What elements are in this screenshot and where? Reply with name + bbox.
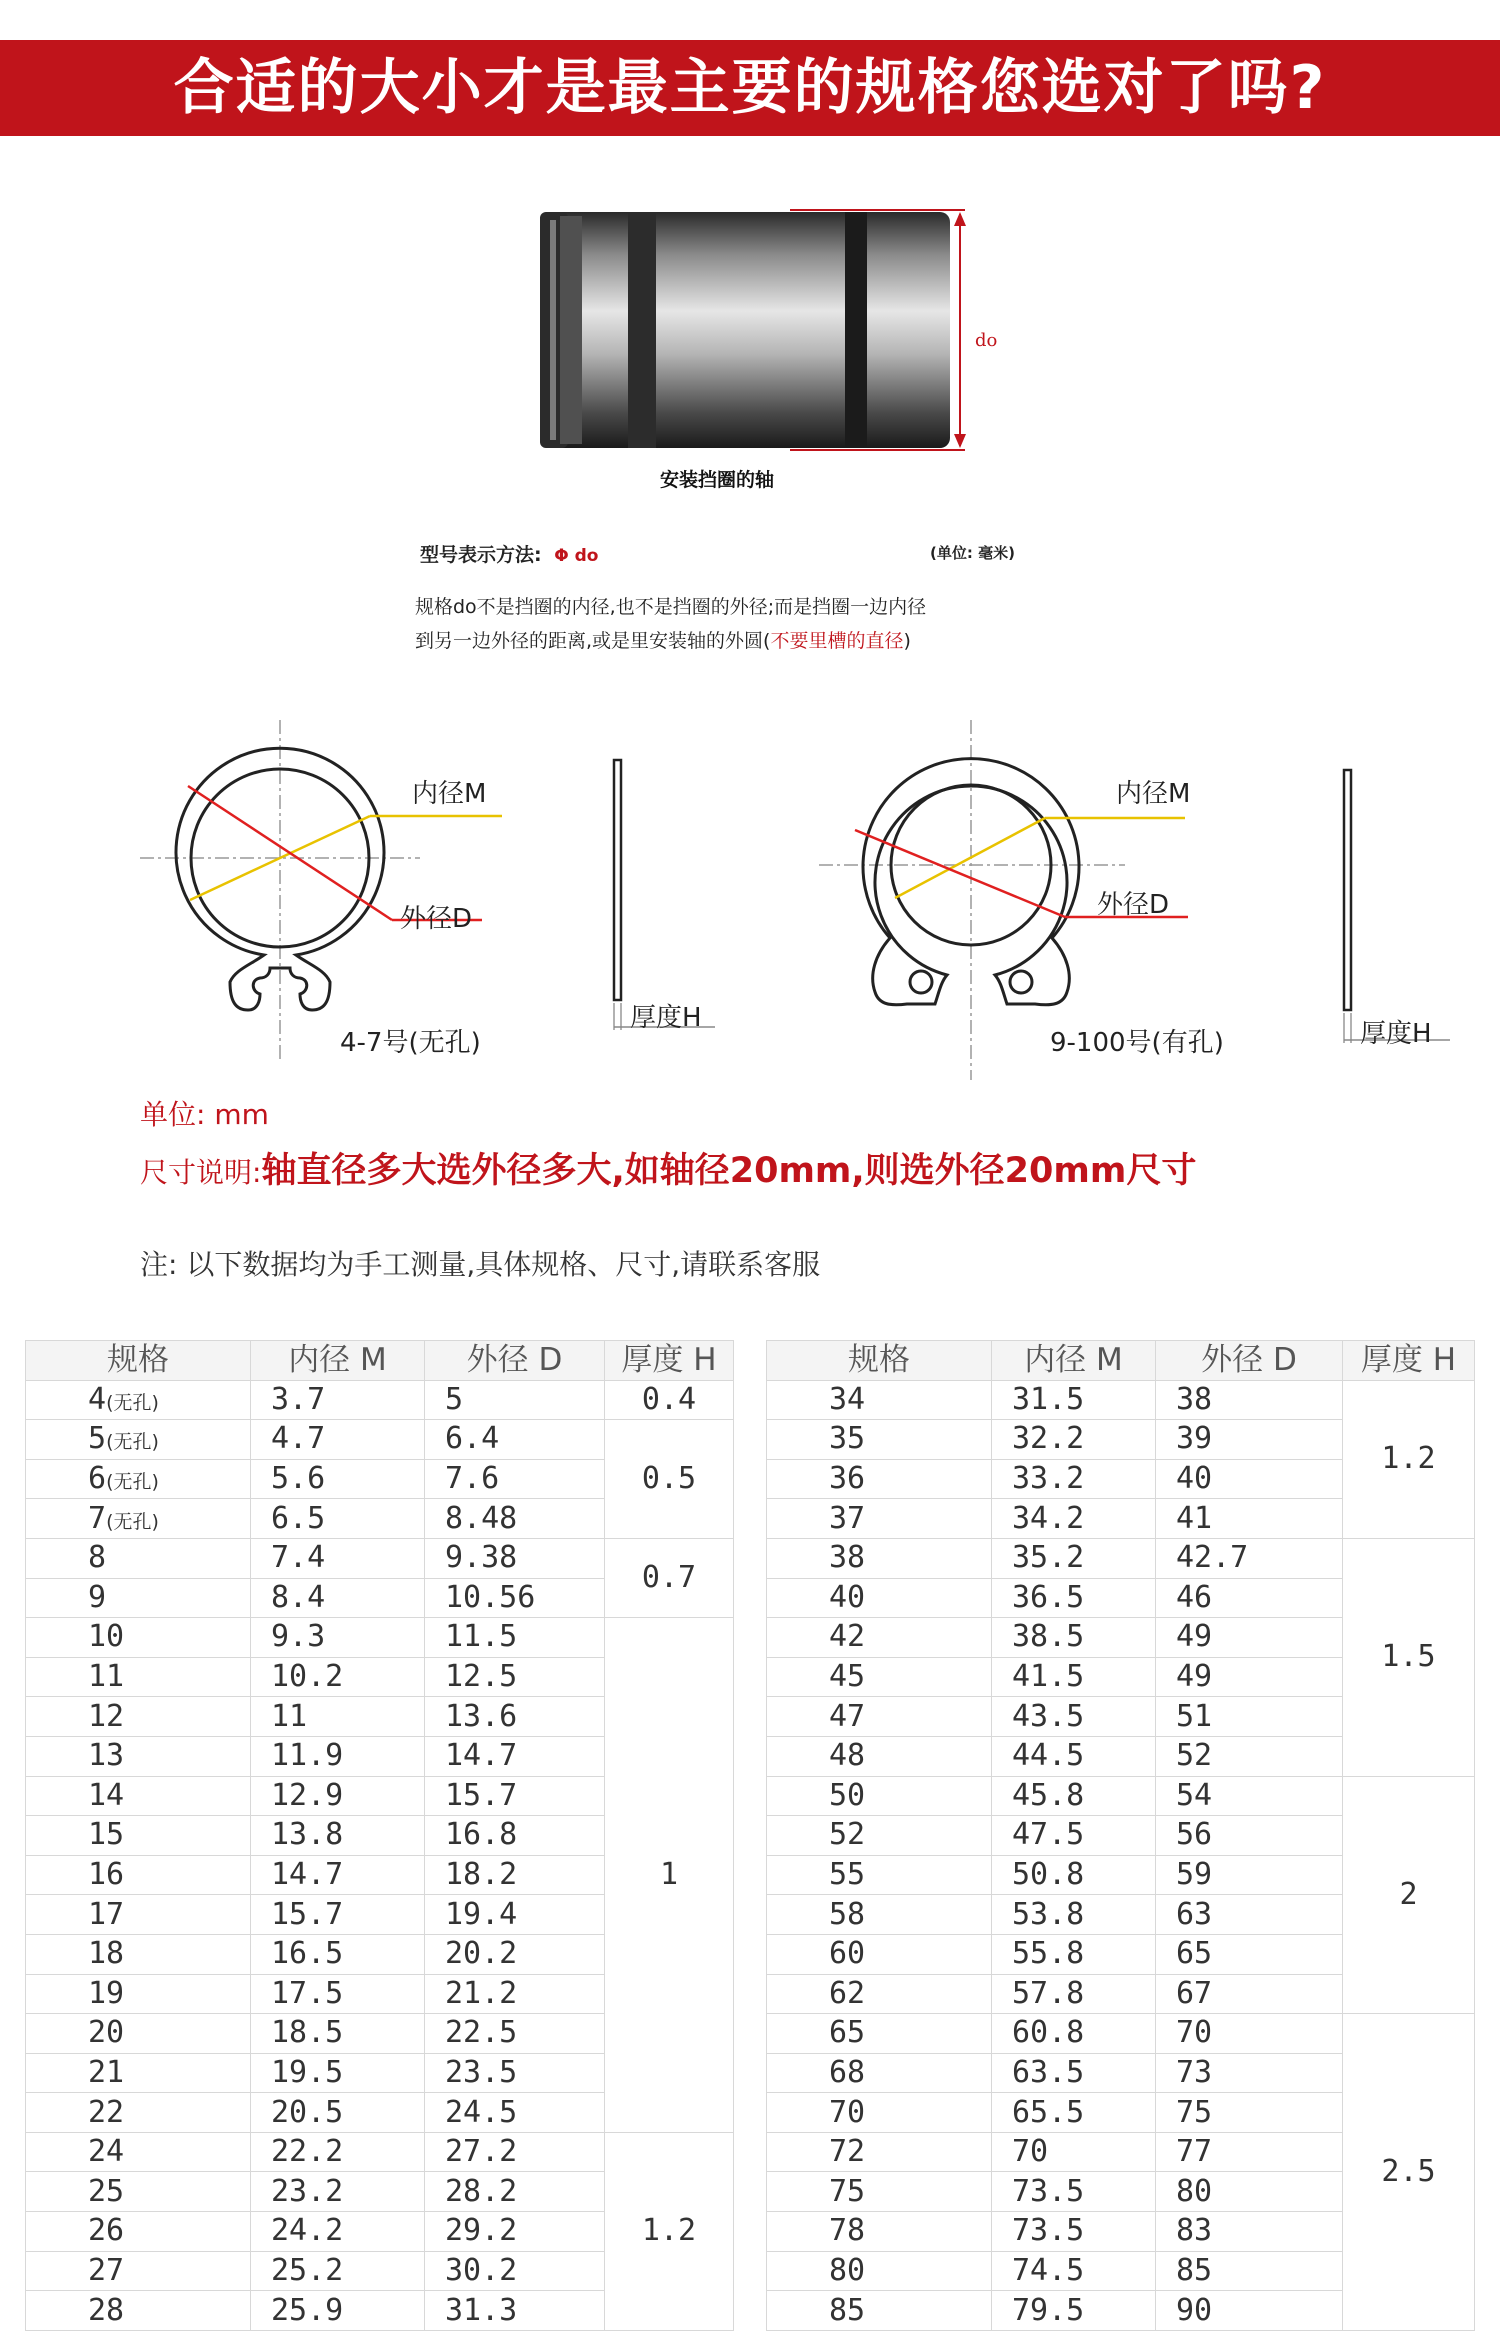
spec-value: 78 (829, 2213, 866, 2249)
outer-diameter-cell: 8.48 (425, 1499, 605, 1539)
spec-value: 35 (829, 1421, 866, 1457)
spec-cell (767, 2172, 992, 2212)
outer-diameter-cell: 9.38 (425, 1538, 605, 1578)
measurement-note: 注: 以下数据均为手工测量,具体规格、尺寸,请联系客服 (140, 1248, 821, 1281)
outer-diameter-cell: 22.5 (425, 2014, 605, 2054)
table-row (26, 1618, 734, 1658)
caption-no-hole: 4-7号(无孔) (340, 1028, 481, 1058)
inner-diameter-cell: 65.5 (992, 2093, 1156, 2133)
spec-value: 60 (829, 1936, 866, 1972)
spec-cell (26, 1380, 251, 1420)
spec-value: 52 (829, 1817, 866, 1853)
spec-value: 72 (829, 2134, 866, 2170)
inner-diameter-cell: 22.2 (251, 2132, 425, 2172)
spec-cell (26, 1816, 251, 1856)
spec-value: 27 (88, 2252, 125, 2288)
outer-diameter-cell: 77 (1156, 2132, 1343, 2172)
outer-diameter-cell: 21.2 (425, 1974, 605, 2014)
outer-diameter-cell: 83 (1156, 2212, 1343, 2252)
outer-diameter-cell: 41 (1156, 1499, 1343, 1539)
inner-diameter-cell: 6.5 (251, 1499, 425, 1539)
spec-value: 36 (829, 1461, 866, 1497)
inner-diameter-cell: 7.4 (251, 1538, 425, 1578)
thickness-label-right: 厚度H (1360, 1019, 1432, 1049)
spec-cell (767, 1420, 992, 1460)
outer-diameter-cell: 10.56 (425, 1578, 605, 1618)
inner-diameter-cell: 79.5 (992, 2291, 1156, 2331)
spec-table-right (766, 1340, 1475, 2331)
spec-cell (26, 1855, 251, 1895)
spec-value: 85 (829, 2292, 866, 2328)
shaft-illustration (520, 200, 1020, 460)
inner-diameter-cell: 10.2 (251, 1657, 425, 1697)
spec-value: 4 (88, 1381, 107, 1417)
spec-value: 65 (829, 2015, 866, 2051)
header-banner (0, 40, 1500, 136)
inner-diameter-cell: 25.9 (251, 2291, 425, 2331)
spec-cell (767, 2014, 992, 2054)
outer-diameter-cell: 49 (1156, 1657, 1343, 1697)
inner-diameter-cell: 60.8 (992, 2014, 1156, 2054)
spec-cell (767, 1697, 992, 1737)
banner-title: 合适的大小才是最主要的规格您选对了吗? (173, 53, 1327, 123)
inner-diameter-cell: 50.8 (992, 1855, 1156, 1895)
thickness-cell: 1.5 (1343, 1538, 1475, 1776)
spec-cell (26, 1974, 251, 2014)
spec-value: 9 (88, 1579, 107, 1615)
spec-value: 42 (829, 1619, 866, 1655)
header-thickness: 厚度 H (605, 1341, 734, 1381)
outer-diameter-cell: 67 (1156, 1974, 1343, 2014)
inner-diameter-cell: 25.2 (251, 2251, 425, 2291)
outer-diameter-cell: 51 (1156, 1697, 1343, 1737)
spec-value: 55 (829, 1857, 866, 1893)
shaft-body (540, 212, 950, 448)
unit-line: 单位: mm (140, 1098, 269, 1131)
thickness-cell: 0.5 (605, 1420, 734, 1539)
inner-diameter-cell: 55.8 (992, 1934, 1156, 1974)
spec-value: 34 (829, 1381, 866, 1417)
spec-value: 45 (829, 1659, 866, 1695)
inner-diameter-cell: 18.5 (251, 2014, 425, 2054)
spec-cell (26, 2251, 251, 2291)
spec-cell (26, 1538, 251, 1578)
table-row (767, 1538, 1475, 1578)
inner-diameter-cell: 13.8 (251, 1816, 425, 1856)
thickness-cell: 1.2 (605, 2132, 734, 2330)
no-hole-tag: (无孔) (106, 1431, 159, 1454)
inner-diameter-cell: 74.5 (992, 2251, 1156, 2291)
spec-value: 21 (88, 2054, 125, 2090)
spec-value: 48 (829, 1738, 866, 1774)
spec-value: 22 (88, 2094, 125, 2130)
spec-cell (26, 2172, 251, 2212)
inner-diameter-label-right: 内径M (1116, 779, 1191, 809)
spec-cell (26, 2093, 251, 2133)
inner-diameter-cell: 9.3 (251, 1618, 425, 1658)
no-hole-tag: (无孔) (106, 1391, 159, 1414)
spec-cell (767, 1934, 992, 1974)
inner-diameter-cell: 34.2 (992, 1499, 1156, 1539)
spec-value: 10 (88, 1619, 125, 1655)
spec-table-left (25, 1340, 734, 2331)
inner-diameter-cell: 33.2 (992, 1459, 1156, 1499)
spec-value: 25 (88, 2173, 125, 2209)
spec-cell (26, 2053, 251, 2093)
spec-value: 6 (88, 1461, 107, 1497)
outer-diameter-cell: 23.5 (425, 2053, 605, 2093)
spec-cell (26, 1697, 251, 1737)
outer-diameter-label-right: 外径D (1097, 890, 1170, 920)
inner-diameter-cell: 8.4 (251, 1578, 425, 1618)
inner-diameter-label-left: 内径M (412, 779, 487, 809)
inner-diameter-cell: 24.2 (251, 2212, 425, 2252)
outer-diameter-cell: 27.2 (425, 2132, 605, 2172)
outer-diameter-cell: 30.2 (425, 2251, 605, 2291)
outer-diameter-cell: 75 (1156, 2093, 1343, 2133)
outer-diameter-cell: 12.5 (425, 1657, 605, 1697)
outer-diameter-cell: 85 (1156, 2251, 1343, 2291)
spec-value: 62 (829, 1975, 866, 2011)
thickness-cell: 0.4 (605, 1380, 734, 1420)
spec-value: 50 (829, 1777, 866, 1813)
spec-cell (767, 1974, 992, 2014)
outer-diameter-cell: 24.5 (425, 2093, 605, 2133)
no-hole-tag: (无孔) (106, 1510, 159, 1533)
thickness-cell: 1 (605, 1618, 734, 2133)
thickness-cell: 2.5 (1343, 2014, 1475, 2331)
table-row (767, 2014, 1475, 2054)
spec-value: 26 (88, 2213, 125, 2249)
inner-diameter-cell: 44.5 (992, 1736, 1156, 1776)
inner-diameter-cell: 36.5 (992, 1578, 1156, 1618)
table-row (26, 2132, 734, 2172)
outer-diameter-cell: 20.2 (425, 1934, 605, 1974)
spec-value: 58 (829, 1896, 866, 1932)
header-outer: 外径 D (425, 1341, 605, 1381)
header-thickness: 厚度 H (1343, 1341, 1475, 1381)
outer-diameter-cell: 16.8 (425, 1816, 605, 1856)
spec-cell (26, 2014, 251, 2054)
inner-diameter-cell: 15.7 (251, 1895, 425, 1935)
spec-value: 20 (88, 2015, 125, 2051)
inner-diameter-cell: 73.5 (992, 2172, 1156, 2212)
spec-value: 37 (829, 1500, 866, 1536)
spec-cell (26, 1420, 251, 1460)
outer-diameter-cell: 5 (425, 1380, 605, 1420)
outer-diameter-cell: 7.6 (425, 1459, 605, 1499)
spec-cell (26, 2212, 251, 2252)
inner-diameter-cell: 32.2 (992, 1420, 1156, 1460)
spec-cell (767, 2212, 992, 2252)
spec-cell (767, 1776, 992, 1816)
spec-cell (767, 2251, 992, 2291)
spec-cell (26, 1459, 251, 1499)
outer-diameter-cell: 19.4 (425, 1895, 605, 1935)
outer-diameter-cell: 38 (1156, 1380, 1343, 1420)
spec-cell (26, 1736, 251, 1776)
spec-cell (767, 1736, 992, 1776)
spec-cell (767, 1618, 992, 1658)
spec-cell (26, 1776, 251, 1816)
header-spec: 规格 (26, 1341, 251, 1381)
outer-diameter-cell: 52 (1156, 1736, 1343, 1776)
outer-diameter-cell: 46 (1156, 1578, 1343, 1618)
outer-diameter-label-left: 外径D (400, 904, 473, 934)
spec-cell (26, 1578, 251, 1618)
inner-diameter-cell: 45.8 (992, 1776, 1156, 1816)
spec-cell (767, 1895, 992, 1935)
inner-diameter-cell: 57.8 (992, 1974, 1156, 2014)
inner-diameter-cell: 20.5 (251, 2093, 425, 2133)
spec-cell (767, 1578, 992, 1618)
spec-cell (767, 2093, 992, 2133)
spec-value: 75 (829, 2173, 866, 2209)
spec-value: 24 (88, 2134, 125, 2170)
header-outer: 外径 D (1156, 1341, 1343, 1381)
spec-value: 11 (88, 1659, 125, 1695)
outer-diameter-cell: 13.6 (425, 1697, 605, 1737)
spec-cell (26, 1618, 251, 1658)
spec-value: 12 (88, 1698, 125, 1734)
outer-diameter-cell: 49 (1156, 1618, 1343, 1658)
spec-value: 16 (88, 1857, 125, 1893)
spec-cell (767, 1380, 992, 1420)
spec-value: 15 (88, 1817, 125, 1853)
spec-value: 7 (88, 1500, 107, 1536)
spec-cell (26, 1657, 251, 1697)
ring-diagram-no-hole (130, 720, 550, 1070)
model-label: 型号表示方法: Φ do (420, 544, 599, 566)
spec-value: 18 (88, 1936, 125, 1972)
spec-cell (767, 2053, 992, 2093)
spec-cell (26, 1895, 251, 1935)
outer-diameter-cell: 90 (1156, 2291, 1343, 2331)
inner-diameter-cell: 11 (251, 1697, 425, 1737)
outer-diameter-cell: 18.2 (425, 1855, 605, 1895)
outer-diameter-cell: 65 (1156, 1934, 1343, 1974)
table-row (26, 1420, 734, 1460)
thickness-view-left (600, 755, 720, 1035)
outer-diameter-cell: 29.2 (425, 2212, 605, 2252)
spec-value: 13 (88, 1738, 125, 1774)
inner-diameter-cell: 38.5 (992, 1618, 1156, 1658)
spec-cell (26, 2132, 251, 2172)
spec-cell (767, 1816, 992, 1856)
table-row (767, 1380, 1475, 1420)
outer-diameter-cell: 15.7 (425, 1776, 605, 1816)
inner-diameter-cell: 5.6 (251, 1459, 425, 1499)
spec-cell (767, 1657, 992, 1697)
inner-diameter-cell: 16.5 (251, 1934, 425, 1974)
spec-cell (767, 1855, 992, 1895)
inner-diameter-cell: 35.2 (992, 1538, 1156, 1578)
outer-diameter-cell: 63 (1156, 1895, 1343, 1935)
description-line-1: 规格do不是挡圈的内径,也不是挡圈的外径;而是挡圈一边内径 (415, 596, 927, 618)
inner-diameter-cell: 4.7 (251, 1420, 425, 1460)
header-inner: 内径 M (251, 1341, 425, 1381)
inner-diameter-cell: 12.9 (251, 1776, 425, 1816)
outer-diameter-cell: 56 (1156, 1816, 1343, 1856)
thickness-cell: 1.2 (1343, 1380, 1475, 1538)
unit-note: (单位: 毫米) (930, 544, 1015, 562)
outer-diameter-cell: 14.7 (425, 1736, 605, 1776)
outer-diameter-cell: 28.2 (425, 2172, 605, 2212)
table-row (767, 1776, 1475, 1816)
spec-cell (26, 1934, 251, 1974)
inner-diameter-cell: 11.9 (251, 1736, 425, 1776)
table-row (26, 1380, 734, 1420)
groove (628, 212, 656, 448)
thickness-cell: 2 (1343, 1776, 1475, 2014)
outer-diameter-cell: 54 (1156, 1776, 1343, 1816)
spec-value: 19 (88, 1975, 125, 2011)
outer-diameter-cell: 39 (1156, 1420, 1343, 1460)
outer-diameter-cell: 70 (1156, 2014, 1343, 2054)
spec-value: 17 (88, 1896, 125, 1932)
outer-diameter-cell: 80 (1156, 2172, 1343, 2212)
spec-value: 8 (88, 1540, 107, 1576)
inner-diameter-cell: 17.5 (251, 1974, 425, 2014)
spec-value: 14 (88, 1777, 125, 1813)
inner-diameter-cell: 41.5 (992, 1657, 1156, 1697)
header-inner: 内径 M (992, 1341, 1156, 1381)
table-row (26, 1538, 734, 1578)
spec-cell (26, 2291, 251, 2331)
spec-value: 80 (829, 2252, 866, 2288)
inner-diameter-cell: 73.5 (992, 2212, 1156, 2252)
size-instruction: 尺寸说明:轴直径多大选外径多大,如轴径20mm,则选外径20mm尺寸 (140, 1151, 1197, 1191)
thickness-cell: 0.7 (605, 1538, 734, 1617)
spec-cell (767, 1538, 992, 1578)
spec-value: 38 (829, 1540, 866, 1576)
spec-value: 28 (88, 2292, 125, 2328)
outer-diameter-cell: 31.3 (425, 2291, 605, 2331)
caption-with-hole: 9-100号(有孔) (1050, 1028, 1224, 1058)
spec-cell (767, 1459, 992, 1499)
shaft-caption: 安装挡圈的轴 (660, 469, 775, 491)
inner-diameter-cell: 14.7 (251, 1855, 425, 1895)
inner-diameter-cell: 19.5 (251, 2053, 425, 2093)
spec-value: 5 (88, 1421, 107, 1457)
inner-diameter-cell: 70 (992, 2132, 1156, 2172)
do-dimension-label: do (975, 330, 998, 351)
table-header-row (767, 1341, 1475, 1381)
spec-value: 70 (829, 2094, 866, 2130)
inner-diameter-cell: 23.2 (251, 2172, 425, 2212)
spec-cell (767, 2291, 992, 2331)
retaining-ring (845, 212, 867, 448)
description-line-2: 到另一边外径的距离,或是里安装轴的外圆(不要里槽的直径) (415, 630, 911, 652)
inner-diameter-cell: 63.5 (992, 2053, 1156, 2093)
spec-cell (26, 1499, 251, 1539)
outer-diameter-cell: 73 (1156, 2053, 1343, 2093)
spec-value: 68 (829, 2054, 866, 2090)
spec-cell (767, 1499, 992, 1539)
spec-value: 40 (829, 1579, 866, 1615)
thickness-label-left: 厚度H (630, 1003, 702, 1033)
outer-diameter-cell: 42.7 (1156, 1538, 1343, 1578)
inner-diameter-cell: 47.5 (992, 1816, 1156, 1856)
header-spec: 规格 (767, 1341, 992, 1381)
outer-diameter-cell: 6.4 (425, 1420, 605, 1460)
no-hole-tag: (无孔) (106, 1471, 159, 1494)
outer-diameter-cell: 59 (1156, 1855, 1343, 1895)
outer-diameter-cell: 11.5 (425, 1618, 605, 1658)
thickness-view-right (1330, 765, 1460, 1045)
inner-diameter-cell: 53.8 (992, 1895, 1156, 1935)
inner-diameter-cell: 3.7 (251, 1380, 425, 1420)
inner-diameter-cell: 31.5 (992, 1380, 1156, 1420)
spec-value: 47 (829, 1698, 866, 1734)
table-header-row (26, 1341, 734, 1381)
spec-cell (767, 2132, 992, 2172)
inner-diameter-cell: 43.5 (992, 1697, 1156, 1737)
outer-diameter-cell: 40 (1156, 1459, 1343, 1499)
